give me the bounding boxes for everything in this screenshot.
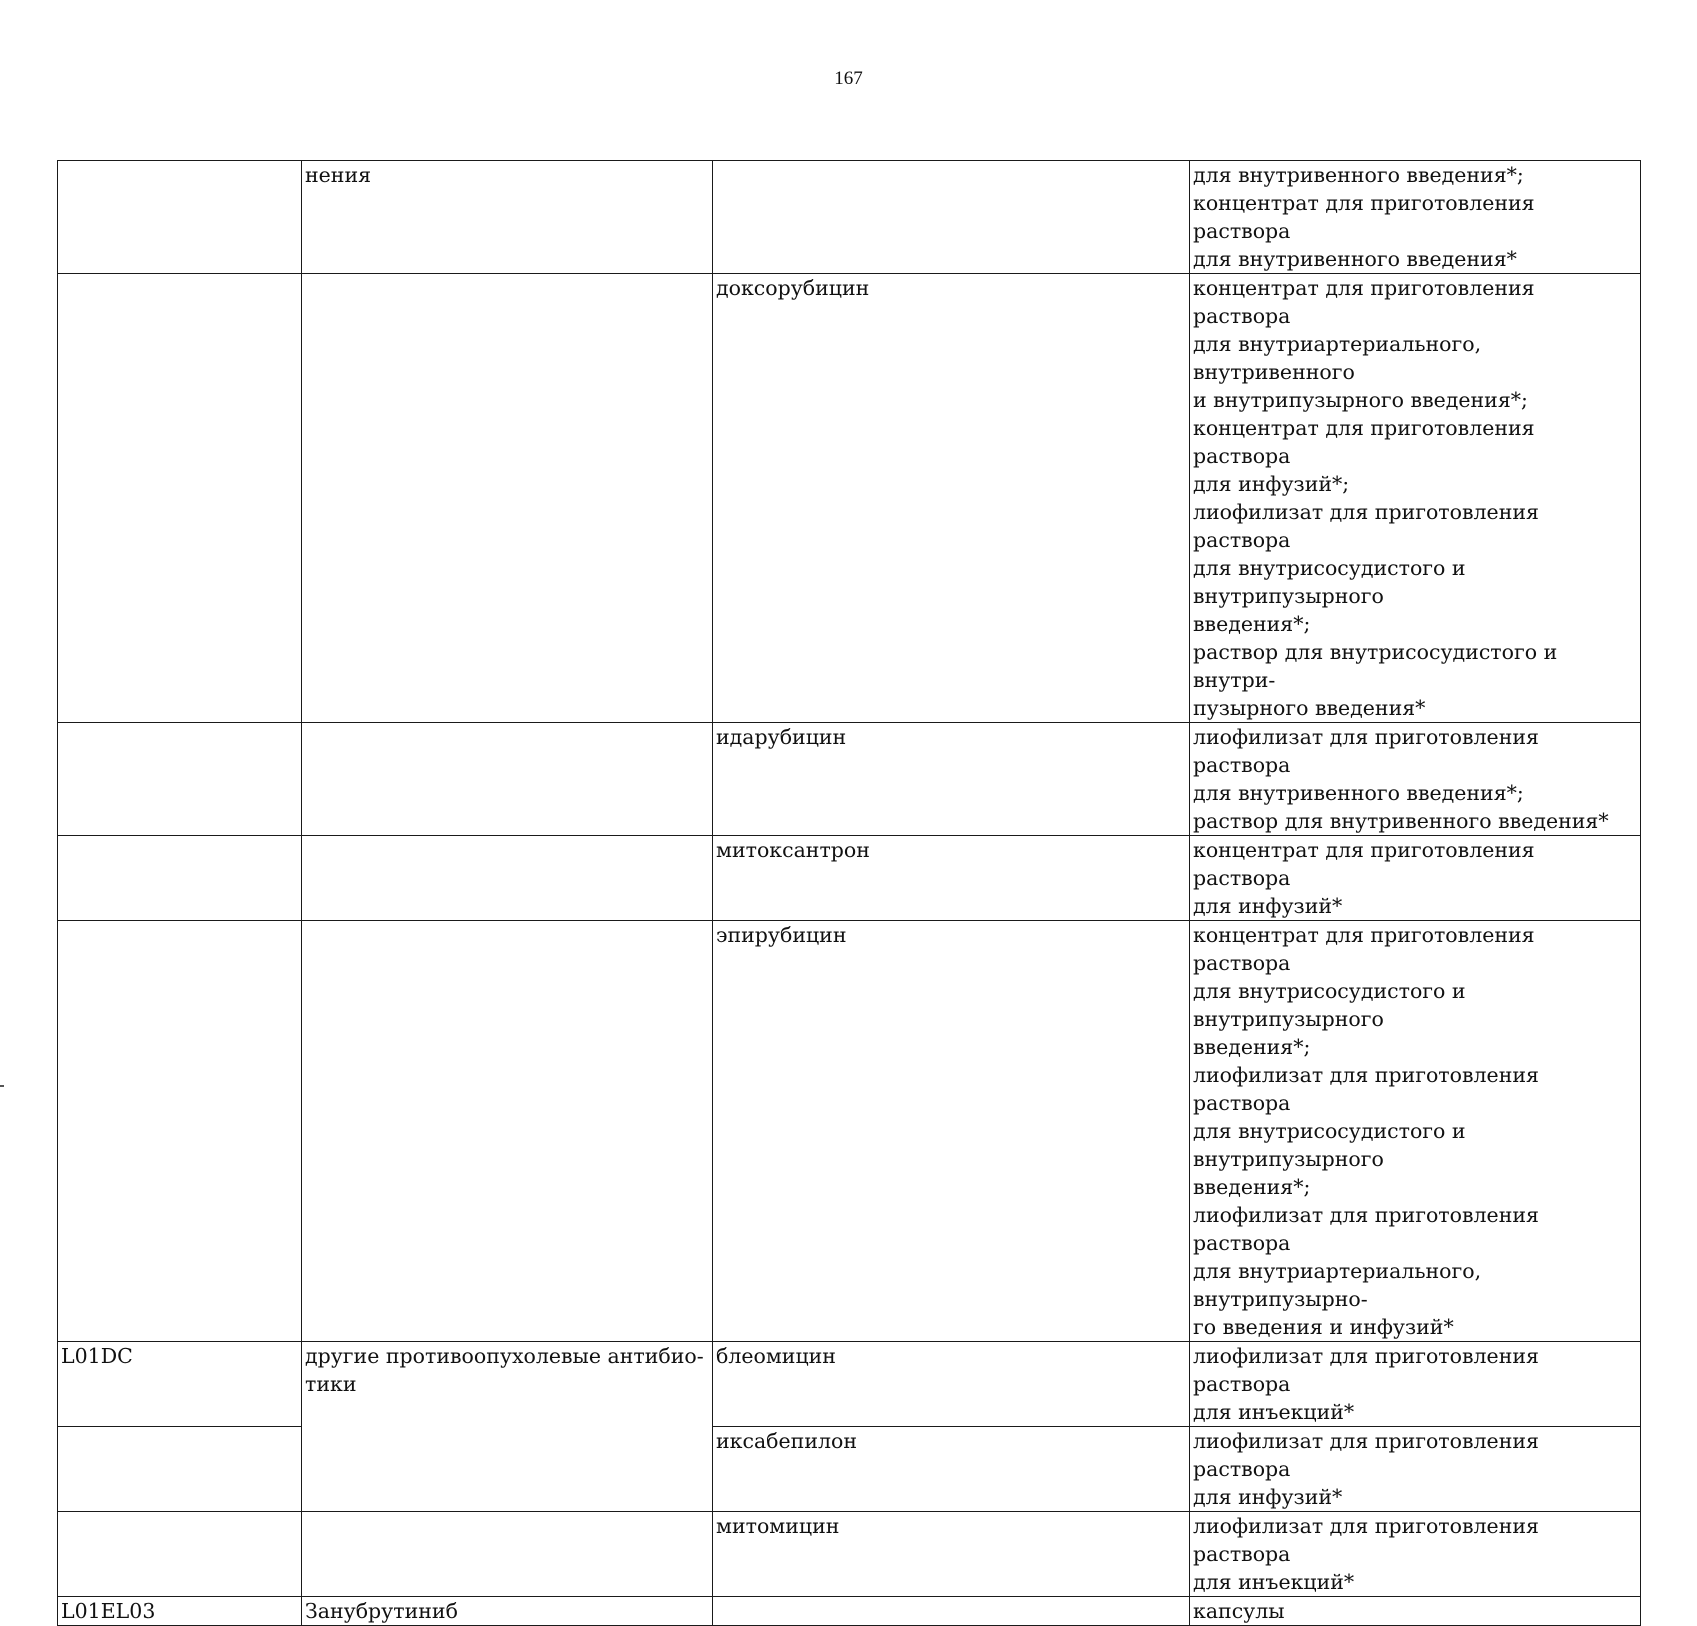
group-name-cell	[302, 1512, 713, 1597]
atc-code-cell	[58, 723, 302, 836]
dosage-form-cell: концентрат для приготовления раствора для внутрисосудистого и внутрипузырного введения*; лиофилизат для приготовления раствора для внутрисосудистого и внутрипузырного введения*; лиофилизат для приготовления раствора для внутриартериального, внутрипузырно- го введения и инфузий*	[1190, 921, 1641, 1342]
group-name-cell	[302, 723, 713, 836]
drug-table	[57, 160, 1641, 1626]
drug-name-cell: митоксантрон	[713, 836, 1190, 921]
table-row	[58, 1427, 1641, 1512]
atc-code-cell	[58, 274, 302, 723]
drug-name-cell: блеомицин	[713, 1342, 1190, 1427]
table-row	[58, 1597, 1641, 1626]
drug-name-cell: идарубицин	[713, 723, 1190, 836]
page-number: 167	[834, 68, 863, 89]
dosage-form-cell: концентрат для приготовления раствора для внутриартериального, внутривенного и внутрипузырного введения*; концентрат для приготовления раствора для инфузий*; лиофилизат для приготовления раствора для внутрисосудистого и внутрипузырного введения*; раствор для внутрисосудистого и внутри- пузырного введения*	[1190, 274, 1641, 723]
atc-code-cell	[58, 1427, 302, 1512]
drug-name-cell: митомицин	[713, 1512, 1190, 1597]
drug-name-cell: доксорубицин	[713, 274, 1190, 723]
atc-code-cell: L01DC	[58, 1342, 302, 1427]
group-name-cell: нения	[302, 161, 713, 274]
drug-name-cell: эпирубицин	[713, 921, 1190, 1342]
dosage-form-cell: для внутривенного введения*; концентрат для приготовления раствора для внутривенного введения*	[1190, 161, 1641, 274]
group-name-cell	[302, 921, 713, 1342]
group-name-cell: другие противоопухолевые антибио- тики	[302, 1342, 713, 1512]
group-name-cell: Занубрутиниб	[302, 1597, 713, 1626]
scan-edge-mark	[0, 1085, 4, 1087]
table-row	[58, 1512, 1641, 1597]
table-row	[58, 836, 1641, 921]
drug-name-cell: иксабепилон	[713, 1427, 1190, 1512]
group-name-cell	[302, 274, 713, 723]
atc-code-cell	[58, 1512, 302, 1597]
table-row	[58, 161, 1641, 274]
atc-code-cell	[58, 161, 302, 274]
dosage-form-cell: лиофилизат для приготовления раствора для инфузий*	[1190, 1427, 1641, 1512]
dosage-form-cell: капсулы	[1190, 1597, 1641, 1626]
group-name-cell	[302, 836, 713, 921]
drug-name-cell	[713, 161, 1190, 274]
atc-code-cell	[58, 836, 302, 921]
dosage-form-cell: лиофилизат для приготовления раствора для инъекций*	[1190, 1512, 1641, 1597]
dosage-form-cell: лиофилизат для приготовления раствора для инъекций*	[1190, 1342, 1641, 1427]
table-row	[58, 274, 1641, 723]
drug-name-cell	[713, 1597, 1190, 1626]
table-row	[58, 921, 1641, 1342]
table-row	[58, 723, 1641, 836]
atc-code-cell	[58, 921, 302, 1342]
dosage-form-cell: лиофилизат для приготовления раствора для внутривенного введения*; раствор для внутривенного введения*	[1190, 723, 1641, 836]
table-row	[58, 1342, 1641, 1427]
dosage-form-cell: концентрат для приготовления раствора для инфузий*	[1190, 836, 1641, 921]
atc-code-cell: L01EL03	[58, 1597, 302, 1626]
